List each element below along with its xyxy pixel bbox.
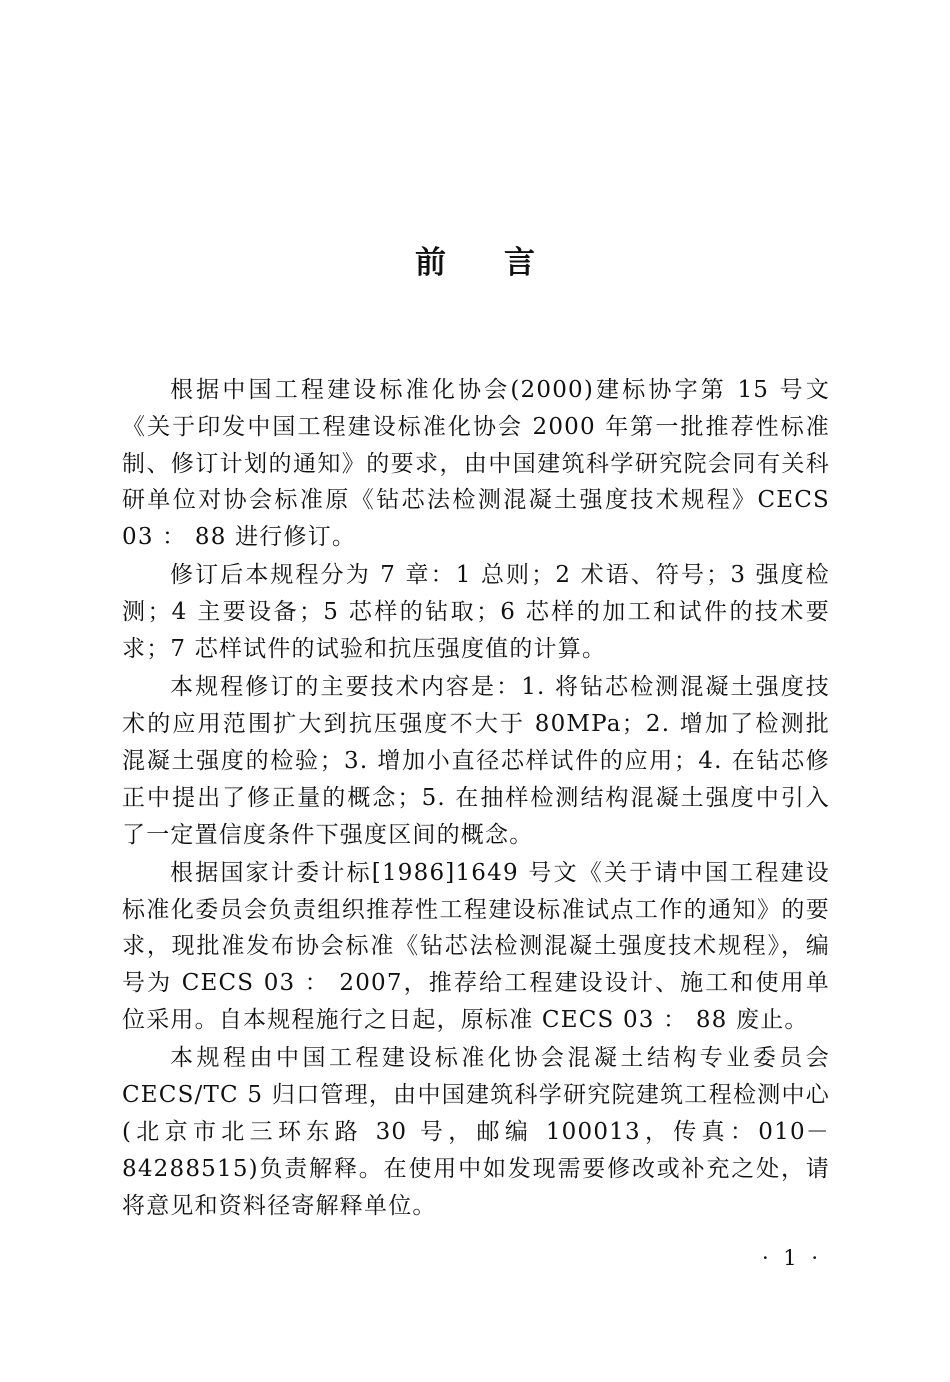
paragraph-management: 本规程由中国工程建设标准化协会混凝土结构专业委员会 CECS/TC 5 归口管理，由中国建筑科学研究院建筑工程检测中心(北京市北三环东路 30 号，邮编 100013，传真：010－84288515)负责解释。在使用中如发现需要修改或补充之处，请将意见和资料径寄解释单位。 <box>122 1045 830 1219</box>
body-text <box>122 372 830 1226</box>
paragraph-main-changes: 本规程修订的主要技术内容是：1. 将钻芯检测混凝土强度技术的应用范围扩大到抗压强度不大于 80MPa；2. 增加了检测批混凝土强度的检验；3. 增加小直径芯样试件的应用；4. 在钻芯修正中提出了修正量的概念；5. 在抽样检测结构混凝土强度中引入了一定置信度条件下强度区间的概念。 <box>122 674 830 848</box>
paragraph-chapters: 修订后本规程分为 7 章：1 总则；2 术语、符号；3 强度检测；4 主要设备；5 芯样的钻取；6 芯样的加工和试件的技术要求；7 芯样试件的试验和抗压强度值的计算。 <box>122 562 830 663</box>
paragraph-approval: 根据国家计委计标[1986]1649 号文《关于请中国工程建设标准化委员会负责组织推荐性工程建设标准试点工作的通知》的要求，现批准发布协会标准《钻芯法检测混凝土强度技术规程》，编号为 CECS 03 ： 2007，推荐给工程建设设计、施工和使用单位采用。自本规程施行之日起，原标准 CECS 03 ： 88 废止。 <box>122 859 830 1034</box>
page-title: 前言 <box>415 245 593 281</box>
paragraph-revision-basis: 根据中国工程建设标准化协会(2000)建标协字第 15 号文《关于印发中国工程建设标准化协会 2000 年第一批推荐性标准制、修订计划的通知》的要求，由中国建筑科学研究院会同有关科研单位对协会标准原《钻芯法检测混凝土强度技术规程》CECS 03 ： 88 进行修订。 <box>122 377 830 551</box>
page-number: · 1 · <box>761 1246 822 1270</box>
